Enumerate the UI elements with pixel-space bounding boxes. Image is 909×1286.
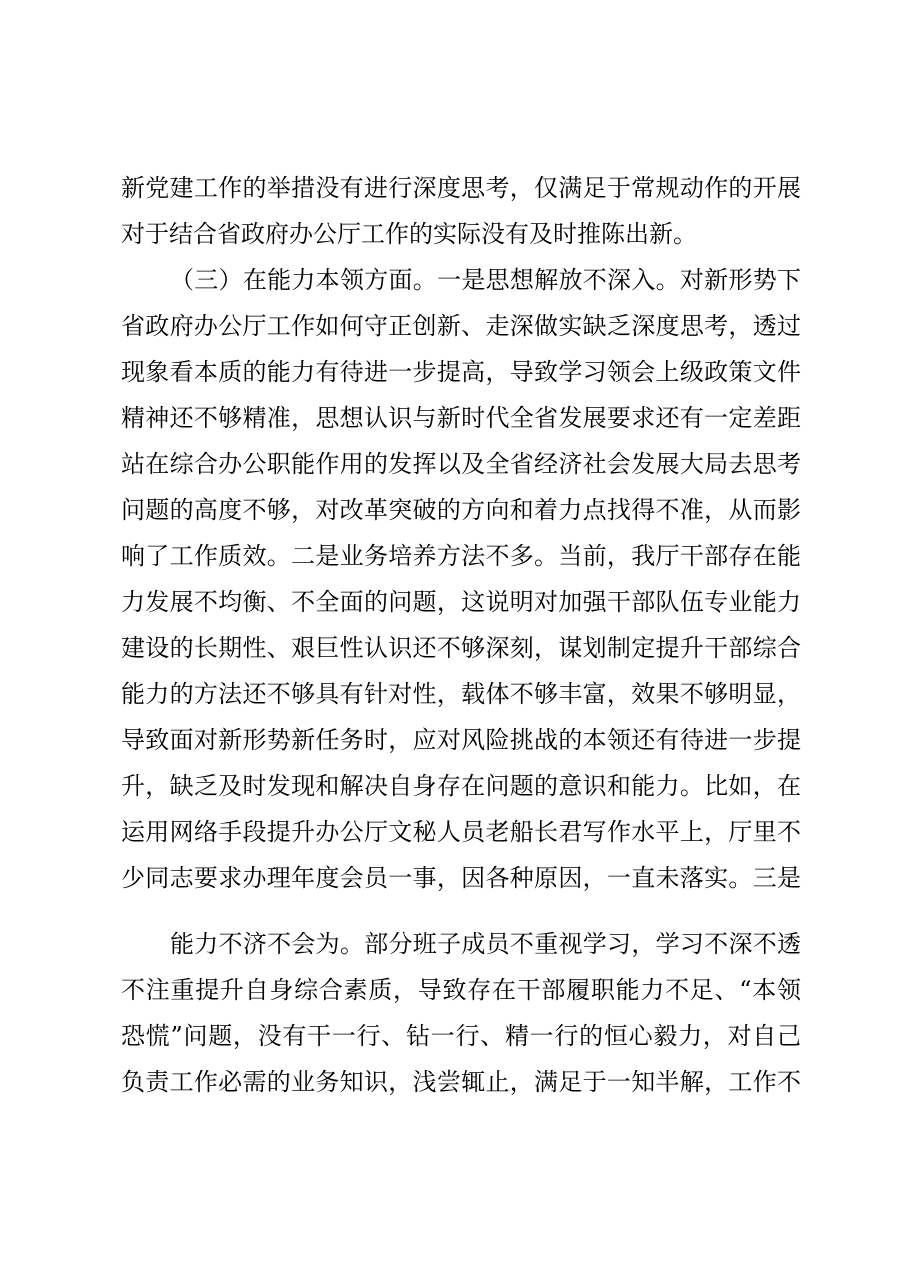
text-line-17: 能力不济不会为。部分班子成员不重视学习，学习不深不透 <box>170 930 801 958</box>
text-line-18: 不注重提升自身综合素质，导致存在干部履职能力不足、“本领 <box>121 976 801 1004</box>
text-line-13: 导致面对新形势新任务时，应对风险挑战的本领还有待进一步提 <box>121 726 801 754</box>
text-line-6: 精神还不够精准，思想认识与新时代全省发展要求还有一定差距 <box>121 404 801 432</box>
text-line-5: 现象看本质的能力有待进一步提高，导致学习领会上级政策文件 <box>121 358 801 386</box>
text-line-14: 升，缺乏及时发现和解决自身存在问题的意识和能力。比如，在 <box>121 772 801 800</box>
text-line-7: 站在综合办公职能作用的发挥以及全省经济社会发展大局去思考 <box>121 450 801 478</box>
text-line-19: 恐慌”问题，没有干一行、钻一行、精一行的恒心毅力，对自己 <box>121 1022 801 1050</box>
text-line-11: 建设的长期性、艰巨性认识还不够深刻，谋划制定提升干部综合 <box>121 634 801 662</box>
text-line-4: 省政府办公厅工作如何守正创新、走深做实缺乏深度思考，透过 <box>121 312 801 340</box>
text-line-10: 力发展不均衡、不全面的问题，这说明对加强干部队伍专业能力 <box>121 588 801 616</box>
text-line-20: 负责工作必需的业务知识，浅尝辄止，满足于一知半解，工作不 <box>121 1068 801 1096</box>
text-line-2: 对于结合省政府办公厅工作的实际没有及时推陈出新。 <box>121 220 697 248</box>
text-line-16: 少同志要求办理年度会员一事，因各种原因，一直未落实。三是 <box>121 864 801 892</box>
text-line-12: 能力的方法还不够具有针对性，载体不够丰富，效果不够明显， <box>121 680 801 708</box>
text-line-8: 问题的高度不够，对改革突破的方向和着力点找得不准，从而影 <box>121 496 801 524</box>
text-line-3: （三）在能力本领方面。一是思想解放不深入。对新形势下 <box>170 266 801 294</box>
text-line-15: 运用网络手段提升办公厅文秘人员老船长君写作水平上，厅里不 <box>121 818 801 846</box>
text-line-9: 响了工作质效。二是业务培养方法不多。当前，我厅干部存在能 <box>121 542 801 570</box>
text-line-1: 新党建工作的举措没有进行深度思考，仅满足于常规动作的开展 <box>121 174 801 202</box>
